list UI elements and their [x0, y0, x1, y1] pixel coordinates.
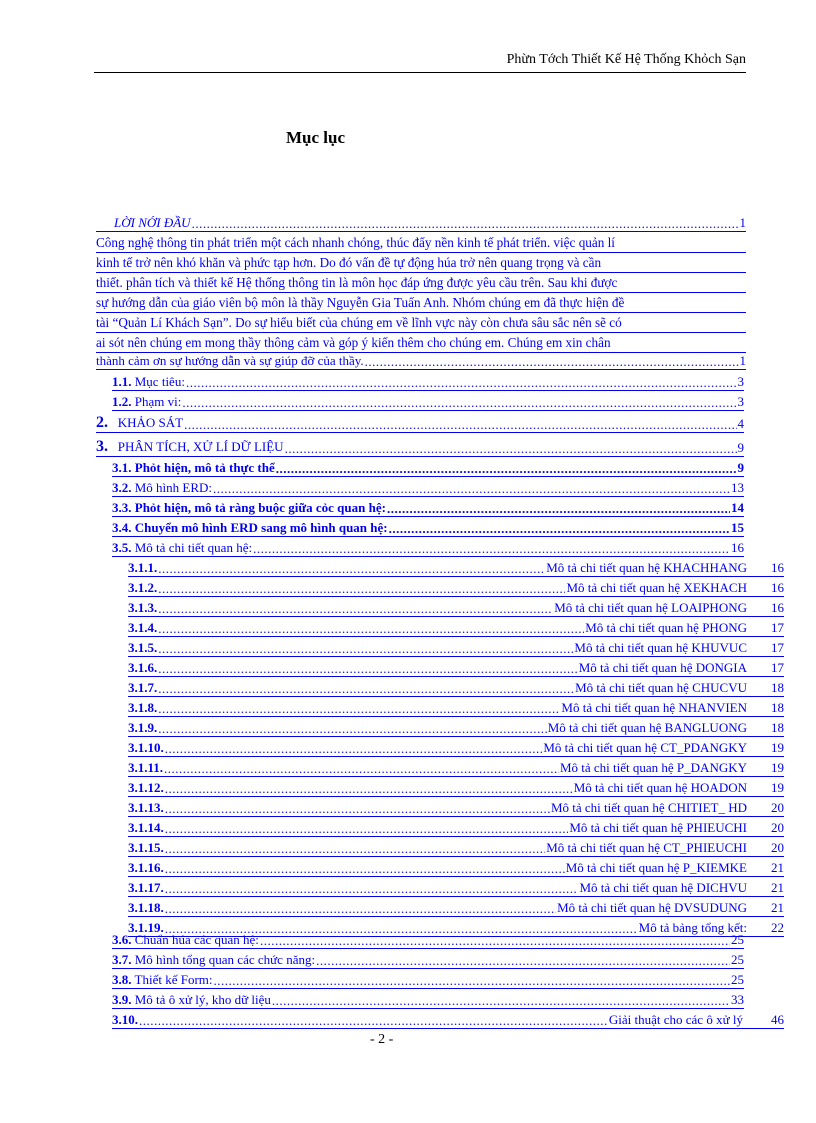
toc-sub-entry[interactable] [128, 717, 784, 737]
toc-sub-entry[interactable] [128, 657, 784, 677]
toc-entry-number: 3.6. [112, 932, 132, 947]
toc-page-number: 16 [731, 540, 744, 555]
toc-page-number: 1 [739, 215, 746, 230]
toc-leader-dots [165, 841, 546, 856]
toc-entry-intro-end[interactable] [96, 350, 746, 370]
toc-page-number: 20 [771, 800, 784, 815]
toc-page-number: 18 [771, 680, 784, 695]
toc-sub-entry[interactable] [128, 777, 784, 797]
toc-entry-number: 3.1.4. [128, 620, 158, 635]
toc-page-number: 16 [771, 600, 784, 615]
intro-line: kinh tế trở nên khó khăn và phức tạp hơn. Do đó vấn đề tự động húa trở nên quang trọng và cần [96, 253, 746, 273]
toc-page-number: 25 [731, 972, 744, 987]
toc-leader-dots [365, 354, 739, 369]
toc-entry-number: 3.9. [112, 992, 132, 1007]
toc-entry-1-2[interactable] [112, 391, 744, 411]
toc-entry-label: Chuyển mô hình ERD sang mô hình quan hệ: [134, 520, 388, 535]
toc-entry-label: PHÂN TÍCH, XỬ LÍ DỮ LIỆU [117, 439, 284, 454]
toc-entry-number: 3.1.19. [128, 920, 164, 935]
toc-intro-paragraph[interactable] [96, 233, 746, 353]
toc-leader-dots [158, 701, 560, 716]
toc-page-number: 17 [771, 640, 784, 655]
toc-entry-number: 1.2. [112, 394, 132, 409]
toc-leader-dots [387, 501, 730, 516]
toc-entry-3-5[interactable] [112, 537, 744, 557]
toc-sub-entry[interactable] [128, 617, 784, 637]
toc-leader-dots [158, 641, 573, 656]
header-rule [94, 72, 746, 73]
toc-sub-entry[interactable] [128, 637, 784, 657]
toc-entry-number: 3. [96, 438, 108, 455]
toc-page-number: 16 [771, 560, 784, 575]
toc-leader-dots [164, 761, 559, 776]
toc-page-number: 21 [771, 900, 784, 915]
toc-page-number: 18 [771, 700, 784, 715]
toc-sub-entry[interactable] [128, 677, 784, 697]
toc-entry-label: Giải thuật cho các ô xử lý [608, 1012, 743, 1027]
toc-page-number: 3 [737, 394, 744, 409]
toc-leader-dots [165, 781, 573, 796]
intro-line: tài “Quản Lí Khách Sạn”. Do sự hiểu biết của chúng em về lĩnh vực này còn chưa sâu sắc nên sẽ có [96, 313, 746, 333]
toc-entry-3-7[interactable] [112, 949, 744, 969]
toc-page-number: 20 [771, 820, 784, 835]
toc-entry-label: Thiết kế Form: [134, 972, 213, 987]
toc-sub-entry[interactable] [128, 737, 784, 757]
toc-leader-dots [158, 681, 574, 696]
toc-page-number: 9 [737, 460, 744, 475]
toc-entry-number: 1.1. [112, 374, 132, 389]
toc-entry-label: Chuẩn húa các quan hệ: [134, 932, 259, 947]
toc-entry-number: 3.1.12. [128, 780, 164, 795]
toc-entry-3[interactable] [96, 436, 744, 457]
toc-entry-3-6[interactable] [112, 929, 744, 949]
toc-page-number: 14 [731, 500, 744, 515]
toc-page-number: 25 [731, 952, 744, 967]
toc-entry-number: 3.1.10. [128, 740, 164, 755]
toc-page-number: 17 [771, 660, 784, 675]
toc-entry-number: 3.2. [112, 480, 132, 495]
toc-entry-label: Mô tả chi tiết quan hệ LOAIPHONG [554, 600, 747, 615]
toc-sub-entry[interactable] [128, 697, 784, 717]
toc-entry-label: Mô tả ô xử lý, kho dữ liệu [134, 992, 271, 1007]
toc-entry-3-4[interactable] [112, 517, 744, 537]
intro-line: Công nghệ thông tin phát triển một cách nhanh chóng, thúc đẩy nền kinh tế phát triển. việc quản lí [96, 233, 746, 253]
toc-leader-dots [186, 375, 737, 390]
toc-entry-label: Mô tả chi tiết quan hệ PHONG [585, 620, 747, 635]
toc-entry-label: Mô tả chi tiết quan hệ CHUCVU [575, 680, 747, 695]
toc-entry-label: Phỏt hiện, mô tả thực thể [134, 460, 275, 475]
toc-entry-number: 3.1.15. [128, 840, 164, 855]
toc-sub-entry[interactable] [128, 817, 784, 837]
toc-page-number: 13 [731, 480, 744, 495]
toc-entry-label: Mô tả chi tiết quan hệ CHITIET_ HD [550, 800, 747, 815]
toc-leader-dots [139, 1013, 608, 1028]
toc-leader-dots [214, 973, 730, 988]
toc-page-number: 17 [771, 620, 784, 635]
toc-entry-number: 3.1. [112, 460, 132, 475]
toc-leader-dots [182, 395, 736, 410]
toc-entry-number: 3.1.18. [128, 900, 164, 915]
toc-entry-number: 3.1.17. [128, 880, 164, 895]
toc-leader-dots [158, 721, 546, 736]
toc-leader-dots [165, 741, 543, 756]
toc-page-number: 21 [771, 880, 784, 895]
toc-entry-label: Mô tả chi tiết quan hệ CT_PHIEUCHI [546, 840, 747, 855]
toc-leader-dots [285, 441, 737, 456]
toc-entry-label: Mô tả chi tiết quan hệ DONGIA [578, 660, 747, 675]
toc-entry-number: 3.5. [112, 540, 132, 555]
toc-sub-entry[interactable] [128, 877, 784, 897]
toc-entry-intro[interactable] [96, 212, 746, 232]
toc-entry-3-8[interactable] [112, 969, 744, 989]
toc-leader-dots [158, 601, 553, 616]
toc-entry-number: 3.10. [112, 1012, 138, 1027]
intro-line: sự hướng dẫn của giáo viên bộ môn là thầy Nguyễn Gia Tuấn Anh. Nhóm chúng em đã thực hiện đề [96, 293, 746, 313]
toc-entry-label: Mô tả chi tiết quan hệ HOADON [573, 780, 747, 795]
toc-leader-dots [158, 581, 565, 596]
toc-entry-3-3[interactable] [112, 497, 744, 517]
toc-leader-dots [165, 901, 556, 916]
toc-sub-entry[interactable] [128, 797, 784, 817]
toc-page-number: 33 [731, 992, 744, 1007]
toc-page-number: 19 [771, 760, 784, 775]
toc-page-number: 18 [771, 720, 784, 735]
toc-entry-number: 3.1.2. [128, 580, 158, 595]
toc-entry-number: 3.8. [112, 972, 132, 987]
toc-title: Mục lục [286, 128, 346, 147]
toc-page-number: 22 [771, 920, 784, 935]
toc-entry-3-10[interactable] [112, 1009, 784, 1029]
toc-entry-3-9[interactable] [112, 989, 744, 1009]
toc-entry-number: 3.1.7. [128, 680, 158, 695]
toc-page-number: 21 [771, 860, 784, 875]
toc-entry-label: Phạm vi: [134, 394, 182, 409]
toc-leader-dots [213, 481, 730, 496]
toc-entry-number: 3.1.8. [128, 700, 158, 715]
toc-entry-number: 3.4. [112, 520, 132, 535]
toc-leader-dots [253, 541, 730, 556]
toc-entry-number: 2. [96, 414, 108, 431]
toc-sub-entry[interactable] [128, 857, 784, 877]
toc-leader-dots [389, 521, 730, 536]
toc-leader-dots [165, 801, 550, 816]
toc-page-number: 19 [771, 740, 784, 755]
toc-entry-number: 3.7. [112, 952, 132, 967]
toc-leader-dots [260, 933, 730, 948]
toc-entry-label: Mô tả chi tiết quan hệ DICHVU [579, 880, 747, 895]
toc-entry-label: Mô tả chi tiết quan hệ CT_PDANGKY [543, 740, 747, 755]
toc-entry-number: 3.1.14. [128, 820, 164, 835]
toc-entry-label: Mô tả chi tiết quan hệ XEKHACH [566, 580, 747, 595]
toc-entry-label: Mô hình ERD: [134, 480, 213, 495]
toc-page-number: 46 [771, 1012, 784, 1027]
toc-page-number: 19 [771, 780, 784, 795]
toc-entry-number: 3.1.11. [128, 760, 164, 775]
running-header: Phừn Tớch Thiết Kế Hệ Thống Khỏch Sạn [506, 52, 746, 67]
toc-page-number: 16 [771, 580, 784, 595]
toc-entry-label: Mô tả chi tiết quan hệ DVSUDUNG [557, 900, 747, 915]
intro-line: ai sót nên chúng em mong thầy thông cảm và góp ý kiến thêm cho chúng em. Chúng em xin chân [96, 333, 746, 353]
toc-leader-dots [272, 993, 730, 1008]
toc-page-number: 3 [737, 374, 744, 389]
toc-entry-label: Mô tả chi tiết quan hệ KHACHHANG [546, 560, 747, 575]
toc-entry-number: 3.1.1. [128, 560, 158, 575]
toc-entry-number: 3.3. [112, 500, 132, 515]
toc-leader-dots [158, 621, 584, 636]
toc-entry-3-1[interactable] [112, 457, 744, 477]
toc-page-number: 15 [731, 520, 744, 535]
toc-entry-label: Mô tả chi tiết quan hệ: [134, 540, 253, 555]
toc-sub-entry[interactable] [128, 577, 784, 597]
toc-sub-entry[interactable] [128, 557, 784, 577]
toc-leader-dots [165, 861, 565, 876]
toc-leader-dots [316, 953, 730, 968]
toc-leader-dots [158, 561, 545, 576]
toc-leader-dots [158, 661, 578, 676]
toc-entry-2[interactable] [96, 412, 744, 433]
toc-entry-label: Mô tả chi tiết quan hệ P_KIEMKE [565, 860, 747, 875]
toc-entry-label: LỜI NỚI ĐẦU [114, 215, 191, 230]
toc-leader-dots [192, 216, 739, 231]
toc-entry-label: thành cảm ơn sự hướng dẫn và sự giúp đỡ của thầy. [96, 353, 364, 368]
page-number: - 2 - [370, 1032, 394, 1047]
toc-entry-number: 3.1.9. [128, 720, 158, 735]
toc-entry-number: 3.1.13. [128, 800, 164, 815]
toc-entry-number: 3.1.3. [128, 600, 158, 615]
toc-entry-label: Mô tả chi tiết quan hệ KHUVUC [574, 640, 747, 655]
toc-leader-dots [184, 417, 736, 432]
toc-entry-label: Mô tả chi tiết quan hệ PHIEUCHI [569, 820, 747, 835]
toc-sub-entry[interactable] [128, 597, 784, 617]
toc-entry-label: Phỏt hiện, mô tả ràng buộc giữa cỏc quan hệ: [134, 500, 386, 515]
toc-page-number: 1 [739, 353, 746, 368]
toc-entry-label: Mô tả chi tiết quan hệ BANGLUONG [547, 720, 747, 735]
toc-page-number: 4 [737, 416, 744, 431]
intro-line: thiết. phân tích và thiết kế Hệ thống thông tin là môn học đáp ứng được yêu cầu trên. Sau khi được [96, 273, 746, 293]
toc-leader-dots [276, 461, 737, 476]
toc-sub-entry[interactable] [128, 837, 784, 857]
toc-entry-label: Mô hình tổng quan các chức năng: [134, 952, 316, 967]
toc-entry-number: 3.1.16. [128, 860, 164, 875]
toc-page-number: 25 [731, 932, 744, 947]
toc-sub-entry[interactable] [128, 757, 784, 777]
toc-entry-number: 3.1.6. [128, 660, 158, 675]
toc-entry-label: Mục tiêu: [134, 374, 185, 389]
toc-entry-label: Mô tả chi tiết quan hệ P_DANGKY [559, 760, 747, 775]
toc-page-number: 20 [771, 840, 784, 855]
toc-entry-label: KHẢO SÁT [117, 415, 184, 430]
toc-entry-label: Mô tả chi tiết quan hệ NHANVIEN [561, 700, 747, 715]
toc-leader-dots [165, 821, 569, 836]
toc-sub-entry[interactable] [128, 897, 784, 917]
toc-leader-dots [165, 881, 579, 896]
toc-page-number: 9 [737, 440, 744, 455]
toc-entry-label: Mô tả bảng tổng kết: [638, 920, 747, 935]
toc-entry-1-1[interactable] [112, 371, 744, 391]
toc-entry-number: 3.1.5. [128, 640, 158, 655]
toc-entry-3-2[interactable] [112, 477, 744, 497]
